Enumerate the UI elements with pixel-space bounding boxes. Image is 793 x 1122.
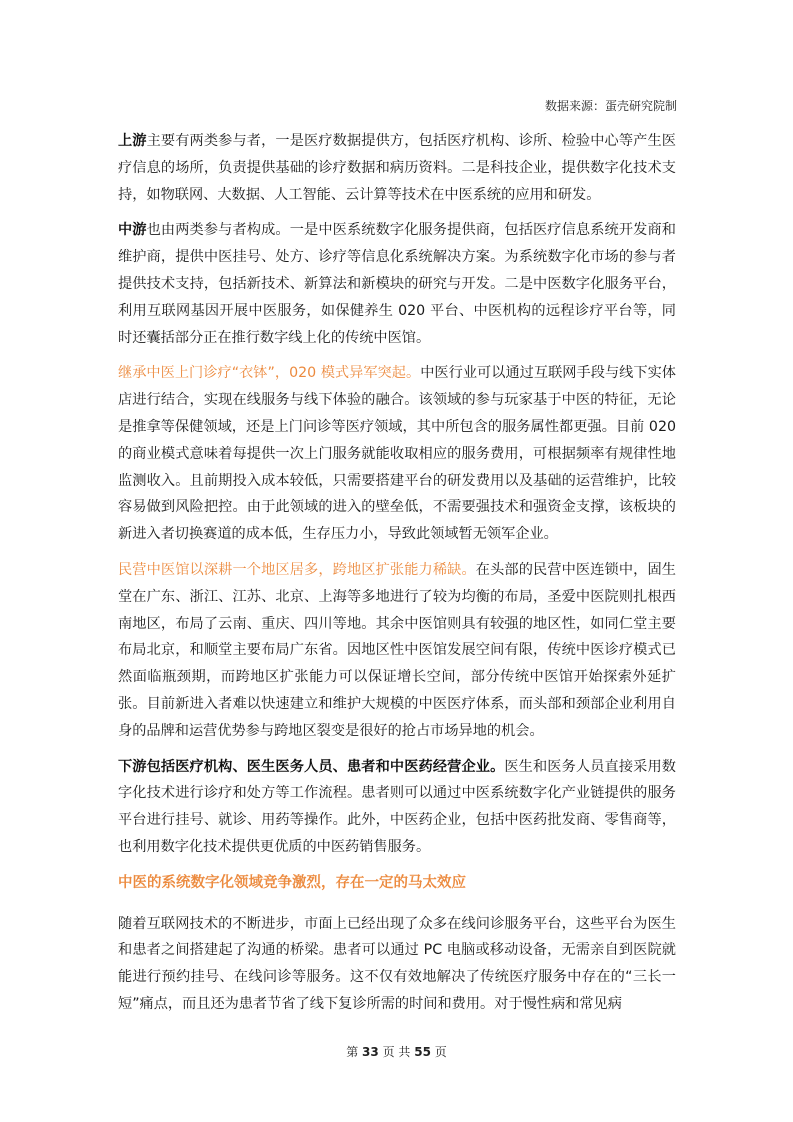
paragraph-private-clinics xyxy=(118,557,676,745)
paragraph-upstream xyxy=(118,128,676,208)
page-footer xyxy=(0,1043,793,1060)
footer-middle: 页 共 xyxy=(382,1045,411,1059)
footer-total-pages: 55 xyxy=(414,1045,431,1059)
footer-suffix: 页 xyxy=(434,1045,447,1059)
midstream-text: 也由两类参与者构成。一是中医系统数字化服务提供商，包括医疗信息系统开发商和维护商，提供中医挂号、处方、诊疗等信息化系统解决方案。为系统数字化市场的参与者提供技术支持，包括新技术、新算法和新模块的研究与开发。二是中医数字化服务平台，利用互联网基因开展中医服务，如保健养生 020 平台、中医机构的远程诊疗平台等，同时还囊括部分正在推行数字线上化的传统中医馆。 xyxy=(118,222,676,346)
private-clinics-lead: 民营中医馆以深耕一个地区居多，跨地区扩张能力稀缺。 xyxy=(118,561,476,578)
paragraph-o2o xyxy=(118,360,676,548)
downstream-lead: 下游包括医疗机构、医生医务人员、患者和中医药经营企业。 xyxy=(118,758,505,775)
section-heading: 中医的系统数字化领域竞争激烈，存在一定的马太效应 xyxy=(118,874,466,891)
midstream-lead: 中游 xyxy=(118,222,147,239)
document-body xyxy=(118,128,676,1027)
private-clinics-text: 在头部的民营中医连锁中，固生堂在广东、浙江、江苏、北京、上海等多地进行了较为均衡的布局，圣爱中医院则扎根西南地区，布局了云南、重庆、四川等地。其余中医馆则具有较强的地区性，如同仁堂主要布局北京，和顺堂主要布局广东省。因地区性中医馆发展空间有限，传统中医诊疗模式已然面临瓶颈期，而跨地区扩张能力可以保证增长空间，部分传统中医馆开始探索外延扩张。目前新进入者难以快速建立和维护大规模的中医医疗体系，而头部和颈部企业利用自身的品牌和运营优势参与跨地区裂变是很好的抢占市场异地的机会。 xyxy=(118,561,676,739)
source-note: 数据来源：蛋壳研究院制 xyxy=(544,99,677,113)
footer-current-page: 33 xyxy=(362,1045,379,1059)
paragraph-downstream xyxy=(118,754,676,861)
upstream-text: 主要有两类参与者，一是医疗数据提供方，包括医疗机构、诊所、检验中心等产生医疗信息的场所，负责提供基础的诊疗数据和病历资料。二是科技企业，提供数字化技术支持，如物联网、大数据、人工智能、云计算等技术在中医系统的应用和研发。 xyxy=(118,133,676,203)
paragraph-midstream xyxy=(118,217,676,351)
downstream-text: 医生和医务人员直接采用数字化技术进行诊疗和处方等工作流程。患者则可以通过中医系统数字化产业链提供的服务平台进行挂号、就诊、用药等操作。此外，中医药企业，包括中医药批发商、零售商等，也利用数字化技术提供更优质的中医药销售服务。 xyxy=(118,758,676,855)
paragraph-online-consultation: 随着互联网技术的不断进步，市面上已经出现了众多在线问诊服务平台，这些平台为医生和患者之间搭建起了沟通的桥梁。患者可以通过 PC 电脑或移动设备，无需亲自到医院就能进行预约挂号、在线问诊等服务。这不仅有效地解决了传统医疗服务中存在的“三长一短”痛点，而且还为患者节省了线下复诊所需的时间和费用。对于慢性病和常见病 xyxy=(118,915,676,1012)
o2o-text: 中医行业可以通过互联网手段与线下实体店进行结合，实现在线服务与线下体验的融合。该领域的参与玩家基于中医的特征，无论是推拿等保健领域，还是上门问诊等医疗领域，其中所包含的服务属性都更强。目前 020 的商业模式意味着每提供一次上门服务就能收取相应的服务费用，可根据频率有规律性地监测收入。且前期投入成本较低，只需要搭建平台的研发费用以及基础的运营维护，比较容易做到风险把控。由于此领域的进入的壁垒低，不需要强技术和强资金支撑，该板块的新进入者切换赛道的成本低，生存压力小，导致此领域暂无领军企业。 xyxy=(118,365,676,543)
upstream-lead: 上游 xyxy=(118,133,147,149)
footer-prefix: 第 xyxy=(346,1045,359,1059)
o2o-lead: 继承中医上门诊疗“衣钵”，020 模式异军突起。 xyxy=(118,365,421,382)
